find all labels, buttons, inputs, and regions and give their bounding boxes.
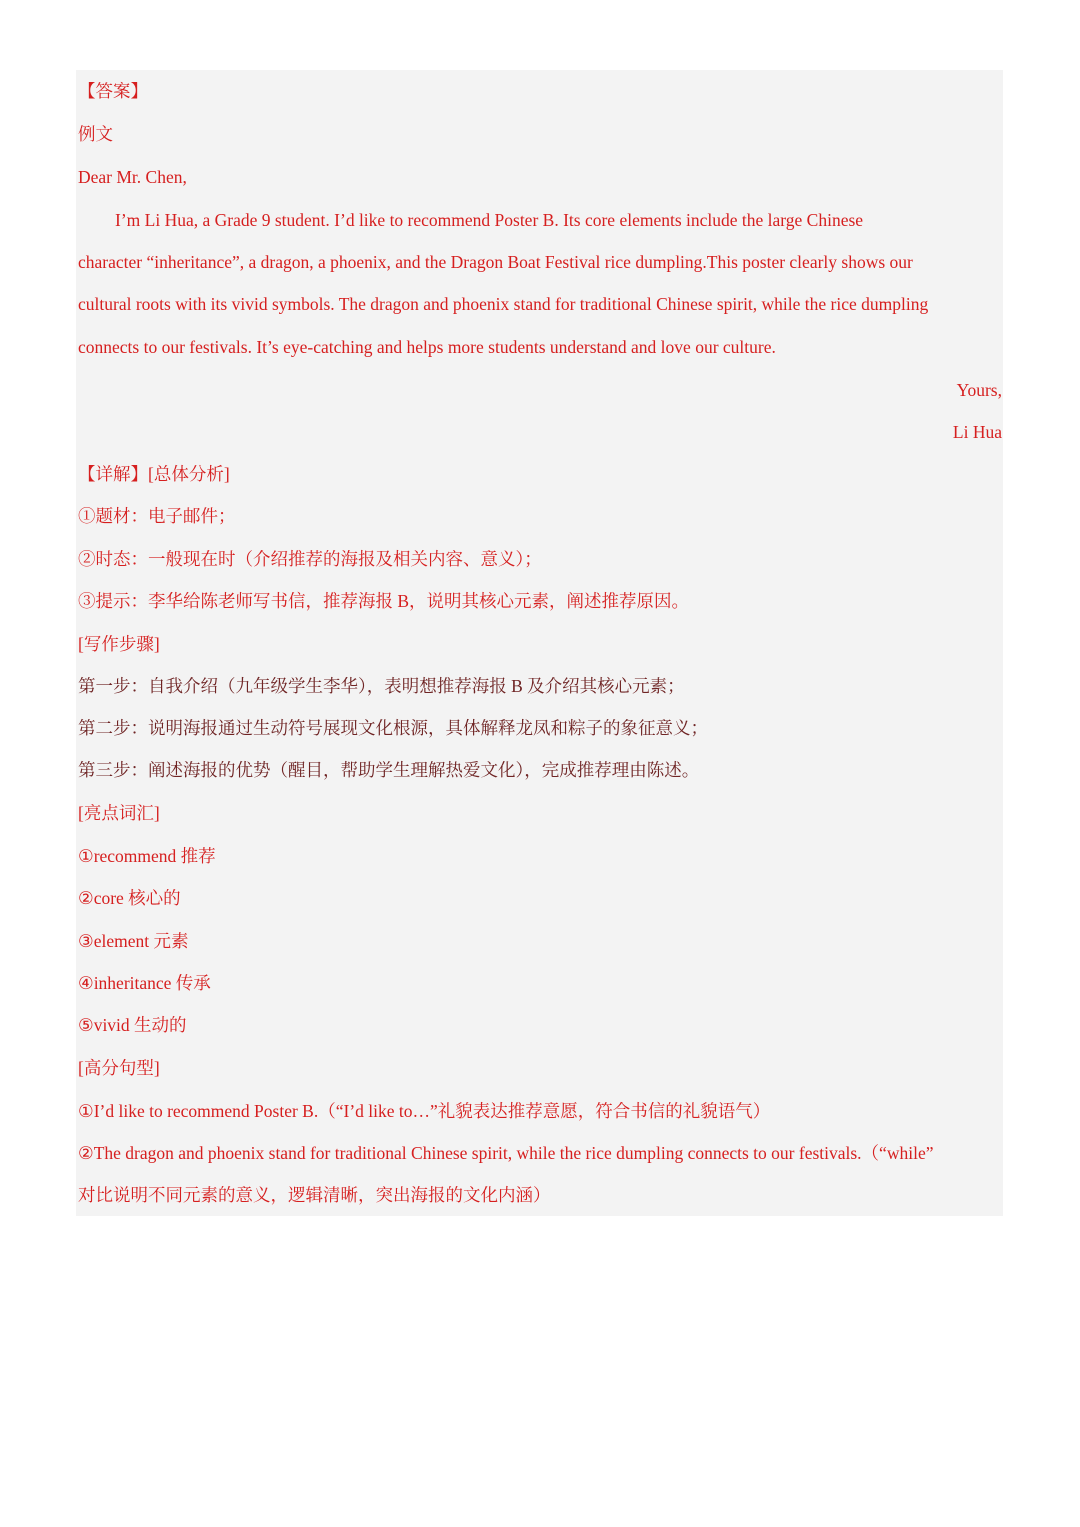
step-item: 第二步：说明海报通过生动符号展现文化根源，具体解释龙凤和粽子的象征意义； xyxy=(78,718,708,738)
letter-body-line: I’m Li Hua, a Grade 9 student. I’d like to recommend Poster B. Its core elements include the large Chinese xyxy=(115,210,864,230)
letter-body-line: character “inheritance”, a dragon, a phoenix, and the Dragon Boat Festival rice dumpling.This poster clearly shows our xyxy=(78,252,913,272)
analysis-header: 【详解】[总体分析] xyxy=(78,464,230,484)
analysis-point: ①题材：电子邮件； xyxy=(78,506,236,526)
letter-body-line: cultural roots with its vivid symbols. The dragon and phoenix stand for traditional Chinese spirit, while the rice dumpling xyxy=(78,294,929,314)
vocabulary-item: ④inheritance 传承 xyxy=(78,973,211,993)
vocabulary-item: ③element 元素 xyxy=(78,931,189,951)
analysis-point: ③提示：李华给陈老师写书信，推荐海报 B，说明其核心元素，阐述推荐原因。 xyxy=(78,591,690,611)
vocabulary-item: ⑤vivid 生动的 xyxy=(78,1015,187,1035)
vocabulary-header: [亮点词汇] xyxy=(78,803,160,823)
sentence-line: ①I’d like to recommend Poster B.（“I’d like to…”礼貌表达推荐意愿，符合书信的礼貌语气） xyxy=(78,1101,771,1121)
vocabulary-item: ②core 核心的 xyxy=(78,888,181,908)
sentence-line: ②The dragon and phoenix stand for traditional Chinese spirit, while the rice dumpling connects to our festivals.（“while” xyxy=(78,1143,934,1163)
letter-greeting: Dear Mr. Chen, xyxy=(78,167,187,187)
analysis-point: ②时态：一般现在时（介绍推荐的海报及相关内容、意义）； xyxy=(78,549,542,569)
sentence-line: 对比说明不同元素的意义，逻辑清晰，突出海报的文化内涵） xyxy=(78,1185,551,1205)
step-item: 第三步：阐述海报的优势（醒目，帮助学生理解热爱文化），完成推荐理由陈述。 xyxy=(78,760,700,780)
vocabulary-item: ①recommend 推荐 xyxy=(78,846,216,866)
steps-header: [写作步骤] xyxy=(78,634,160,654)
step-item: 第一步：自我介绍（九年级学生李华），表明想推荐海报 B 及介绍其核心元素； xyxy=(78,676,685,696)
letter-closing: Yours, xyxy=(956,380,1002,400)
answer-explanation-block xyxy=(76,70,1003,1216)
letter-signature: Li Hua xyxy=(952,422,1002,442)
sample-label: 例文 xyxy=(78,124,113,144)
sentences-header: [高分句型] xyxy=(78,1058,160,1078)
letter-body-line: connects to our festivals. It’s eye-catching and helps more students understand and love our culture. xyxy=(78,337,776,357)
answer-header: 【答案】 xyxy=(78,81,148,101)
